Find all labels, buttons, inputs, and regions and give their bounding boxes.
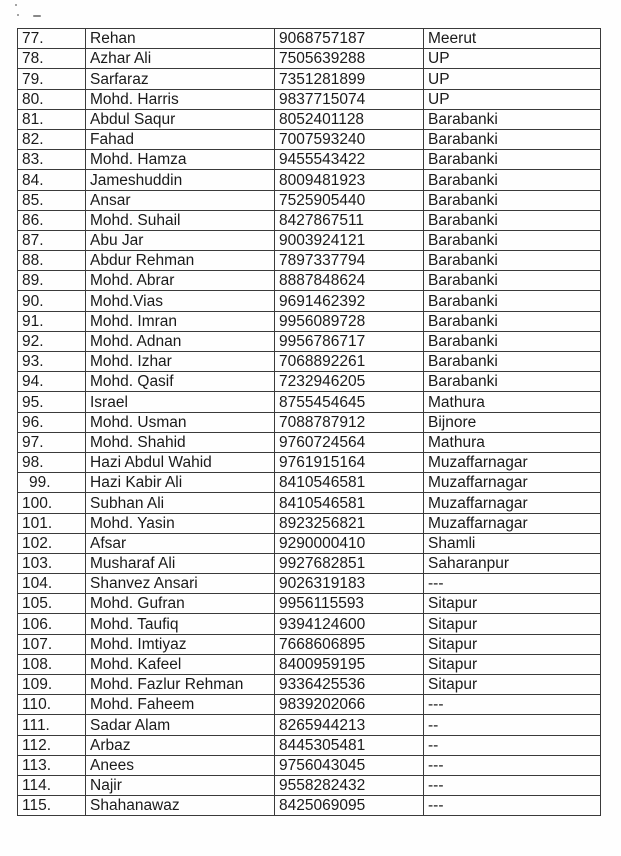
name-cell: Mohd. Harris bbox=[86, 89, 275, 109]
scan-speck bbox=[17, 14, 19, 16]
name-cell: Mohd.Vias bbox=[86, 291, 275, 311]
serial-number-cell: 78. bbox=[18, 49, 86, 69]
name-cell: Mohd. Faheem bbox=[86, 695, 275, 715]
name-cell: Jameshuddin bbox=[86, 170, 275, 190]
place-cell: Sitapur bbox=[424, 634, 601, 654]
place-cell: Sitapur bbox=[424, 675, 601, 695]
phone-cell: 7897337794 bbox=[275, 251, 424, 271]
table-row bbox=[18, 452, 601, 472]
place-cell: -- bbox=[424, 735, 601, 755]
table-row bbox=[18, 129, 601, 149]
phone-cell: 9956115593 bbox=[275, 594, 424, 614]
phone-cell: 7088787912 bbox=[275, 412, 424, 432]
place-cell: Muzaffarnagar bbox=[424, 493, 601, 513]
table-row bbox=[18, 331, 601, 351]
name-cell: Mohd. Gufran bbox=[86, 594, 275, 614]
table-row bbox=[18, 513, 601, 533]
table-row bbox=[18, 574, 601, 594]
phone-cell: 7351281899 bbox=[275, 69, 424, 89]
phone-cell: 9760724564 bbox=[275, 432, 424, 452]
scan-speck bbox=[15, 4, 17, 6]
place-cell: Muzaffarnagar bbox=[424, 452, 601, 472]
phone-cell: 8445305481 bbox=[275, 735, 424, 755]
serial-number-cell: 99. bbox=[18, 473, 86, 493]
serial-number-cell: 108. bbox=[18, 654, 86, 674]
serial-number-cell: 91. bbox=[18, 311, 86, 331]
serial-number-cell: 103. bbox=[18, 553, 86, 573]
phone-cell: 8887848624 bbox=[275, 271, 424, 291]
name-cell: Mohd. Imtiyaz bbox=[86, 634, 275, 654]
place-cell: Sitapur bbox=[424, 594, 601, 614]
phone-cell: 9691462392 bbox=[275, 291, 424, 311]
place-cell: UP bbox=[424, 89, 601, 109]
place-cell: Barabanki bbox=[424, 190, 601, 210]
phone-cell: 8427867511 bbox=[275, 210, 424, 230]
place-cell: Mathura bbox=[424, 432, 601, 452]
table-row bbox=[18, 553, 601, 573]
phone-cell: 9336425536 bbox=[275, 675, 424, 695]
phone-cell: 9756043045 bbox=[275, 755, 424, 775]
name-cell: Mohd. Imran bbox=[86, 311, 275, 331]
name-cell: Afsar bbox=[86, 533, 275, 553]
table-row bbox=[18, 675, 601, 695]
phone-cell: 8009481923 bbox=[275, 170, 424, 190]
phone-cell: 9290000410 bbox=[275, 533, 424, 553]
name-cell: Abdul Saqur bbox=[86, 109, 275, 129]
phone-cell: 8923256821 bbox=[275, 513, 424, 533]
phone-cell: 8410546581 bbox=[275, 493, 424, 513]
table-row bbox=[18, 533, 601, 553]
table-row bbox=[18, 230, 601, 250]
table-row bbox=[18, 392, 601, 412]
table-row bbox=[18, 251, 601, 271]
serial-number-cell: 79. bbox=[18, 69, 86, 89]
name-cell: Shahanawaz bbox=[86, 796, 275, 816]
serial-number-cell: 113. bbox=[18, 755, 86, 775]
place-cell: Barabanki bbox=[424, 372, 601, 392]
phone-cell: 7668606895 bbox=[275, 634, 424, 654]
name-cell: Hazi Abdul Wahid bbox=[86, 452, 275, 472]
phone-cell: 7525905440 bbox=[275, 190, 424, 210]
place-cell: Barabanki bbox=[424, 109, 601, 129]
phone-cell: 8052401128 bbox=[275, 109, 424, 129]
name-cell: Subhan Ali bbox=[86, 493, 275, 513]
name-cell: Musharaf Ali bbox=[86, 553, 275, 573]
place-cell: Sitapur bbox=[424, 614, 601, 634]
serial-number-cell: 89. bbox=[18, 271, 86, 291]
name-cell: Mohd. Shahid bbox=[86, 432, 275, 452]
place-cell: --- bbox=[424, 755, 601, 775]
place-cell: Barabanki bbox=[424, 331, 601, 351]
serial-number-cell: 105. bbox=[18, 594, 86, 614]
serial-number-cell: 102. bbox=[18, 533, 86, 553]
place-cell: Barabanki bbox=[424, 352, 601, 372]
table-row bbox=[18, 796, 601, 816]
table-row bbox=[18, 755, 601, 775]
phone-cell: 7007593240 bbox=[275, 129, 424, 149]
name-cell: Ansar bbox=[86, 190, 275, 210]
serial-number-cell: 83. bbox=[18, 150, 86, 170]
place-cell: Saharanpur bbox=[424, 553, 601, 573]
place-cell: Barabanki bbox=[424, 150, 601, 170]
phone-cell: 7068892261 bbox=[275, 352, 424, 372]
serial-number-cell: 82. bbox=[18, 129, 86, 149]
name-cell: Sadar Alam bbox=[86, 715, 275, 735]
serial-number-cell: 101. bbox=[18, 513, 86, 533]
table-row bbox=[18, 210, 601, 230]
place-cell: Barabanki bbox=[424, 291, 601, 311]
place-cell: --- bbox=[424, 574, 601, 594]
phone-cell: 7232946205 bbox=[275, 372, 424, 392]
place-cell: Meerut bbox=[424, 29, 601, 49]
contacts-table bbox=[17, 28, 601, 816]
table-body bbox=[18, 29, 601, 816]
table-row bbox=[18, 311, 601, 331]
place-cell: UP bbox=[424, 69, 601, 89]
phone-cell: 9455543422 bbox=[275, 150, 424, 170]
serial-number-cell: 100. bbox=[18, 493, 86, 513]
place-cell: --- bbox=[424, 796, 601, 816]
place-cell: UP bbox=[424, 49, 601, 69]
name-cell: Fahad bbox=[86, 129, 275, 149]
phone-cell: 9837715074 bbox=[275, 89, 424, 109]
phone-cell: 8425069095 bbox=[275, 796, 424, 816]
table-row bbox=[18, 372, 601, 392]
serial-number-cell: 85. bbox=[18, 190, 86, 210]
serial-number-cell: 106. bbox=[18, 614, 86, 634]
table-row bbox=[18, 715, 601, 735]
serial-number-cell: 110. bbox=[18, 695, 86, 715]
place-cell: -- bbox=[424, 715, 601, 735]
table-row bbox=[18, 735, 601, 755]
phone-cell: 9558282432 bbox=[275, 775, 424, 795]
serial-number-cell: 96. bbox=[18, 412, 86, 432]
serial-number-cell: 114. bbox=[18, 775, 86, 795]
serial-number-cell: 87. bbox=[18, 230, 86, 250]
place-cell: Barabanki bbox=[424, 210, 601, 230]
table-row bbox=[18, 352, 601, 372]
name-cell: Mohd. Qasif bbox=[86, 372, 275, 392]
phone-cell: 9394124600 bbox=[275, 614, 424, 634]
table-row bbox=[18, 291, 601, 311]
table-row bbox=[18, 29, 601, 49]
name-cell: Mohd. Adnan bbox=[86, 331, 275, 351]
serial-number-cell: 93. bbox=[18, 352, 86, 372]
phone-cell: 9003924121 bbox=[275, 230, 424, 250]
table-row bbox=[18, 594, 601, 614]
serial-number-cell: 97. bbox=[18, 432, 86, 452]
place-cell: Barabanki bbox=[424, 129, 601, 149]
serial-number-cell: 115. bbox=[18, 796, 86, 816]
place-cell: Sitapur bbox=[424, 654, 601, 674]
name-cell: Abdur Rehman bbox=[86, 251, 275, 271]
name-cell: Mohd. Suhail bbox=[86, 210, 275, 230]
name-cell: Mohd. Abrar bbox=[86, 271, 275, 291]
table-row bbox=[18, 109, 601, 129]
phone-cell: 8400959195 bbox=[275, 654, 424, 674]
name-cell: Anees bbox=[86, 755, 275, 775]
name-cell: Rehan bbox=[86, 29, 275, 49]
table-row bbox=[18, 695, 601, 715]
serial-number-cell: 95. bbox=[18, 392, 86, 412]
place-cell: --- bbox=[424, 695, 601, 715]
table-row bbox=[18, 775, 601, 795]
table-row bbox=[18, 150, 601, 170]
serial-number-cell: 90. bbox=[18, 291, 86, 311]
phone-cell: 9956089728 bbox=[275, 311, 424, 331]
place-cell: Barabanki bbox=[424, 251, 601, 271]
place-cell: Barabanki bbox=[424, 230, 601, 250]
phone-cell: 8410546581 bbox=[275, 473, 424, 493]
place-cell: Barabanki bbox=[424, 271, 601, 291]
table-row bbox=[18, 170, 601, 190]
name-cell: Sarfaraz bbox=[86, 69, 275, 89]
name-cell: Mohd. Yasin bbox=[86, 513, 275, 533]
table-row bbox=[18, 473, 601, 493]
serial-number-cell: 88. bbox=[18, 251, 86, 271]
name-cell: Mohd. Taufiq bbox=[86, 614, 275, 634]
phone-cell: 9068757187 bbox=[275, 29, 424, 49]
place-cell: Bijnore bbox=[424, 412, 601, 432]
name-cell: Mohd. Izhar bbox=[86, 352, 275, 372]
table-row bbox=[18, 190, 601, 210]
serial-number-cell: 104. bbox=[18, 574, 86, 594]
name-cell: Abu Jar bbox=[86, 230, 275, 250]
place-cell: Shamli bbox=[424, 533, 601, 553]
name-cell: Arbaz bbox=[86, 735, 275, 755]
name-cell: Mohd. Kafeel bbox=[86, 654, 275, 674]
place-cell: --- bbox=[424, 775, 601, 795]
name-cell: Shanvez Ansari bbox=[86, 574, 275, 594]
name-cell: Mohd. Fazlur Rehman bbox=[86, 675, 275, 695]
phone-cell: 9927682851 bbox=[275, 553, 424, 573]
table-row bbox=[18, 654, 601, 674]
table-row bbox=[18, 412, 601, 432]
place-cell: Muzaffarnagar bbox=[424, 473, 601, 493]
phone-cell: 9839202066 bbox=[275, 695, 424, 715]
serial-number-cell: 84. bbox=[18, 170, 86, 190]
phone-cell: 9956786717 bbox=[275, 331, 424, 351]
name-cell: Israel bbox=[86, 392, 275, 412]
serial-number-cell: 80. bbox=[18, 89, 86, 109]
place-cell: Muzaffarnagar bbox=[424, 513, 601, 533]
serial-number-cell: 92. bbox=[18, 331, 86, 351]
table-row bbox=[18, 614, 601, 634]
serial-number-cell: 111. bbox=[18, 715, 86, 735]
serial-number-cell: 107. bbox=[18, 634, 86, 654]
serial-number-cell: 81. bbox=[18, 109, 86, 129]
phone-cell: 9026319183 bbox=[275, 574, 424, 594]
phone-cell: 9761915164 bbox=[275, 452, 424, 472]
name-cell: Najir bbox=[86, 775, 275, 795]
place-cell: Barabanki bbox=[424, 170, 601, 190]
table-row bbox=[18, 634, 601, 654]
name-cell: Mohd. Usman bbox=[86, 412, 275, 432]
serial-number-cell: 94. bbox=[18, 372, 86, 392]
table-row bbox=[18, 271, 601, 291]
table-row bbox=[18, 493, 601, 513]
serial-number-cell: 98. bbox=[18, 452, 86, 472]
scan-speck bbox=[33, 15, 41, 17]
phone-cell: 8755454645 bbox=[275, 392, 424, 412]
table-row bbox=[18, 49, 601, 69]
name-cell: Hazi Kabir Ali bbox=[86, 473, 275, 493]
serial-number-cell: 109. bbox=[18, 675, 86, 695]
phone-cell: 7505639288 bbox=[275, 49, 424, 69]
table-row bbox=[18, 432, 601, 452]
name-cell: Azhar Ali bbox=[86, 49, 275, 69]
serial-number-cell: 112. bbox=[18, 735, 86, 755]
serial-number-cell: 86. bbox=[18, 210, 86, 230]
phone-cell: 8265944213 bbox=[275, 715, 424, 735]
table-row bbox=[18, 89, 601, 109]
place-cell: Barabanki bbox=[424, 311, 601, 331]
name-cell: Mohd. Hamza bbox=[86, 150, 275, 170]
table-row bbox=[18, 69, 601, 89]
place-cell: Mathura bbox=[424, 392, 601, 412]
serial-number-cell: 77. bbox=[18, 29, 86, 49]
